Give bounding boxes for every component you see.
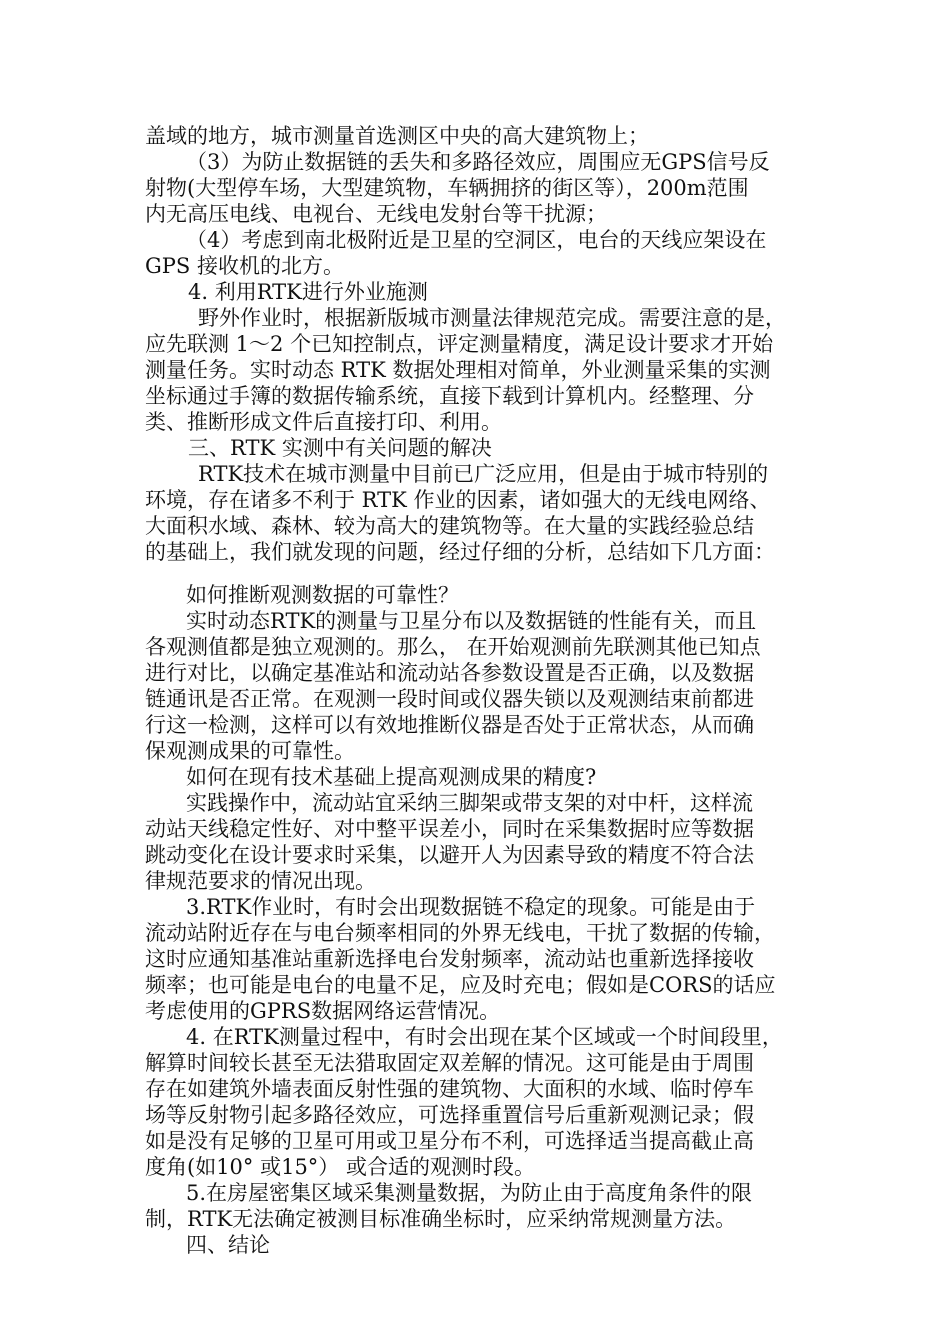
text-line: 考虑使用的GPRS数据网络运营情况。 — [145, 999, 501, 1023]
text-line: 4. 在RTK测量过程中，有时会出现在某个区域或一个时间段里， — [186, 1025, 783, 1049]
text-line: 解算时间较长甚至无法猎取固定双差解的情况。这可能是由于周围 — [145, 1051, 754, 1075]
section-heading: 4. 利用RTK进行外业施测 — [188, 280, 428, 304]
text-line: 频率；也可能是电台的电量不足，应及时充电；假如是CORS的话应 — [145, 973, 776, 997]
text-line: 各观测值都是独立观测的。那么， 在开始观测前先联测其他已知点 — [145, 635, 761, 659]
text-line: 盖域的地方，城市测量首选测区中央的高大建筑物上； — [145, 124, 649, 148]
text-line: 大面积水域、森林、较为高大的建筑物等。在大量的实践经验总结 — [145, 514, 754, 538]
text-line: 流动站附近存在与电台频率相同的外界无线电，干扰了数据的传输， — [145, 921, 775, 945]
text-line: 内无高压电线、电视台、无线电发射台等干扰源； — [145, 202, 607, 226]
text-line: 5.在房屋密集区域采集测量数据，为防止由于高度角条件的限 — [186, 1181, 753, 1205]
subheading: 如何推断观测数据的可靠性？ — [186, 583, 459, 607]
text-line: 测量任务。实时动态 RTK 数据处理相对简单，外业测量采集的实测 — [145, 358, 771, 382]
text-line: 度角(如10° 或15°） 或合适的观测时段。 — [145, 1155, 535, 1179]
text-line: 保观测成果的可靠性。 — [145, 739, 355, 763]
text-line: 坐标通过手簿的数据传输系统，直接下载到计算机内。经整理、分 — [145, 384, 754, 408]
text-line: 链通讯是否正常。在观测一段时间或仪器失锁以及观测结束前都进 — [145, 687, 754, 711]
text-line: 的基础上，我们就发现的问题，经过仔细的分析，总结如下几方面： — [145, 540, 775, 564]
text-line: 进行对比，以确定基准站和流动站各参数设置是否正确，以及数据 — [145, 661, 754, 685]
text-line: 射物(大型停车场，大型建筑物，车辆拥挤的街区等），200m范围 — [145, 176, 749, 200]
text-line: （4）考虑到南北极附近是卫星的空洞区，电台的天线应架设在 — [186, 228, 767, 252]
text-line: 存在如建筑外墙表面反射性强的建筑物、大面积的水域、临时停车 — [145, 1077, 754, 1101]
text-line: 场等反射物引起多路径效应，可选择重置信号后重新观测记录；假 — [145, 1103, 754, 1127]
text-line: 如是没有足够的卫星可用或卫星分布不利，可选择适当提高截止高 — [145, 1129, 754, 1153]
text-line: GPS 接收机的北方。 — [145, 254, 344, 278]
subheading: 如何在现有技术基础上提高观测成果的精度? — [186, 765, 597, 789]
section-heading: 四、结论 — [186, 1233, 270, 1257]
text-line: 制，RTK无法确定被测目标准确坐标时，应采纳常规测量方法。 — [145, 1207, 737, 1231]
text-line: RTK技术在城市测量中目前已广泛应用，但是由于城市特别的 — [198, 462, 769, 486]
text-line: 行这一检测，这样可以有效地推断仪器是否处于正常状态，从而确 — [145, 713, 754, 737]
section-heading: 三、RTK 实测中有关问题的解决 — [188, 436, 492, 460]
text-line: 类、推断形成文件后直接打印、利用。 — [145, 410, 502, 434]
text-line: （3）为防止数据链的丢失和多路径效应，周围应无GPS信号反 — [186, 150, 770, 174]
text-line: 应先联测 1～2 个已知控制点，评定测量精度，满足设计要求才开始 — [145, 332, 774, 356]
text-line: 实时动态RTK的测量与卫星分布以及数据链的性能有关，而且 — [186, 609, 757, 633]
text-line: 野外作业时，根据新版城市测量法律规范完成。需要注意的是， — [198, 306, 786, 330]
text-line: 律规范要求的情况出现。 — [145, 869, 376, 893]
text-line: 这时应通知基准站重新选择电台发射频率，流动站也重新选择接收 — [145, 947, 754, 971]
text-line: 跳动变化在设计要求时采集，以避开人为因素导致的精度不符合法 — [145, 843, 754, 867]
text-line: 动站天线稳定性好、对中整平误差小，同时在采集数据时应等数据 — [145, 817, 754, 841]
text-line: 环境，存在诸多不利于 RTK 作业的因素，诸如强大的无线电网络、 — [145, 488, 771, 512]
text-line: 实践操作中，流动站宜采纳三脚架或带支架的对中杆，这样流 — [186, 791, 753, 815]
text-line: 3.RTK作业时，有时会出现数据链不稳定的现象。可能是由于 — [186, 895, 756, 919]
